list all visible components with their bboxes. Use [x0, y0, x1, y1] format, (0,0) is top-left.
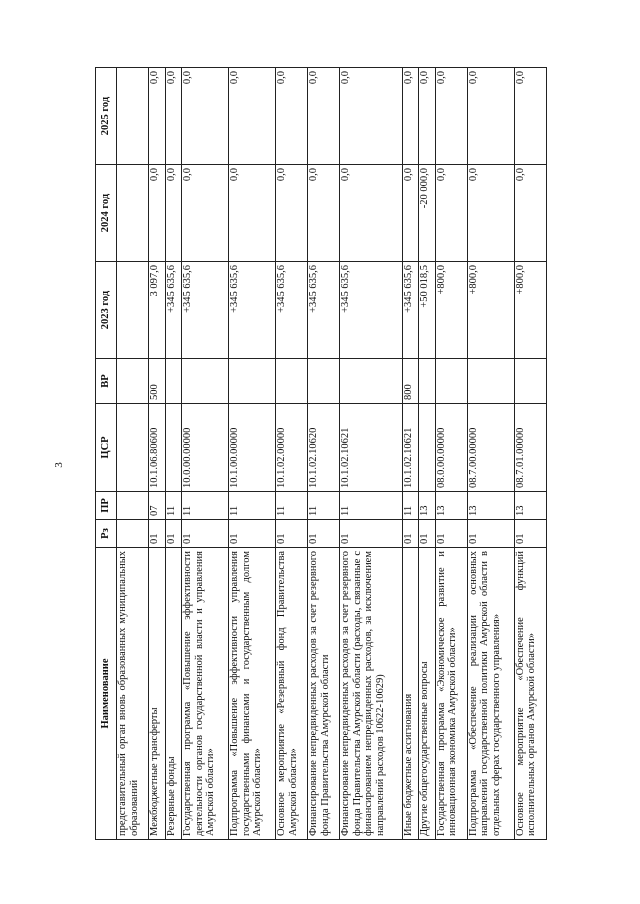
cell-2023: +345 635,6	[165, 262, 182, 359]
cell-rz: 01	[148, 520, 165, 548]
cell-vr	[229, 359, 276, 404]
cell-2024: 0,0	[148, 165, 165, 262]
cell-name: Иные бюджетные ассигнования	[402, 548, 419, 840]
cell-csr: 10.1.02.10620	[308, 404, 340, 492]
cell-name: Финансирование непредвиденных расходов за счет резервного фонда Правительства Амурской области	[308, 548, 340, 840]
cell-2023: +345 635,6	[308, 262, 340, 359]
cell-csr: 10.1.00.00000	[229, 404, 276, 492]
cell-2024	[117, 165, 149, 262]
header-2023: 2023 год	[96, 262, 117, 359]
cell-rz: 01	[435, 520, 467, 548]
cell-pr: 13	[467, 492, 514, 520]
cell-vr	[117, 359, 149, 404]
cell-csr: 08.7.00.00000	[467, 404, 514, 492]
cell-2023: +345 635,6	[276, 262, 308, 359]
cell-vr	[276, 359, 308, 404]
cell-2023: +800,0	[514, 262, 546, 359]
cell-rz: 01	[308, 520, 340, 548]
cell-2024: 0,0	[182, 165, 229, 262]
cell-csr: 08.7.01.00000	[514, 404, 546, 492]
cell-2024: 0,0	[340, 165, 402, 262]
cell-rz: 01	[402, 520, 419, 548]
cell-pr: 13	[514, 492, 546, 520]
cell-csr	[117, 404, 149, 492]
cell-2025: 0,0	[182, 68, 229, 165]
cell-name: представительный орган вновь образованных муниципальных образований	[117, 548, 149, 840]
cell-pr: 11	[182, 492, 229, 520]
cell-name: Другие общегосударственные вопросы	[419, 548, 436, 840]
cell-2024: 0,0	[514, 165, 546, 262]
cell-pr: 11	[276, 492, 308, 520]
cell-name: Резервные фонды	[165, 548, 182, 840]
cell-2023: +800,0	[435, 262, 467, 359]
cell-pr: 13	[435, 492, 467, 520]
cell-vr	[467, 359, 514, 404]
cell-2024: 0,0	[229, 165, 276, 262]
cell-rz: 01	[182, 520, 229, 548]
cell-2025: 0,0	[276, 68, 308, 165]
cell-rz: 01	[229, 520, 276, 548]
cell-2025: 0,0	[148, 68, 165, 165]
cell-2024: 0,0	[402, 165, 419, 262]
table-row	[165, 68, 182, 840]
cell-2025: 0,0	[419, 68, 436, 165]
cell-rz: 01	[514, 520, 546, 548]
cell-name: Государственная программа «Экономическое развитие и инновационная экономика Амурской области»	[435, 548, 467, 840]
page-number: 3	[52, 462, 65, 468]
table-row	[467, 68, 514, 840]
cell-pr: 11	[165, 492, 182, 520]
cell-2025: 0,0	[402, 68, 419, 165]
header-2024: 2024 год	[96, 165, 117, 262]
cell-csr: 10.1.02.10621	[340, 404, 402, 492]
header-rz: Рз	[96, 520, 117, 548]
cell-vr: 800	[402, 359, 419, 404]
cell-2023: +345 635,6	[182, 262, 229, 359]
header-vr: ВР	[96, 359, 117, 404]
cell-csr: 10.1.02.00000	[276, 404, 308, 492]
cell-vr	[340, 359, 402, 404]
cell-csr: 08.0.00.00000	[435, 404, 467, 492]
header-2025: 2025 год	[96, 68, 117, 165]
cell-name: Государственная программа «Повышение эффективности деятельности органов государственной власти и управления Амурской области»	[182, 548, 229, 840]
cell-2023: +800,0	[467, 262, 514, 359]
cell-vr	[419, 359, 436, 404]
cell-vr	[182, 359, 229, 404]
cell-name: Основное мероприятие «Резервный фонд Правительства Амурской области»	[276, 548, 308, 840]
cell-name: Межбюджетные трансферты	[148, 548, 165, 840]
cell-2025: 0,0	[308, 68, 340, 165]
cell-2024: 0,0	[435, 165, 467, 262]
cell-2025: 0,0	[229, 68, 276, 165]
table-body	[117, 68, 547, 840]
cell-vr: 500	[148, 359, 165, 404]
cell-2025: 0,0	[165, 68, 182, 165]
cell-2024: 0,0	[165, 165, 182, 262]
table-row	[182, 68, 229, 840]
cell-rz: 01	[419, 520, 436, 548]
cell-2023	[117, 262, 149, 359]
table-row	[514, 68, 546, 840]
cell-vr	[514, 359, 546, 404]
cell-2024: 0,0	[308, 165, 340, 262]
table-row	[340, 68, 402, 840]
cell-pr: 11	[229, 492, 276, 520]
cell-2024: -20 000,0	[419, 165, 436, 262]
cell-pr: 11	[308, 492, 340, 520]
budget-table	[95, 67, 547, 840]
cell-2025: 0,0	[467, 68, 514, 165]
cell-vr	[435, 359, 467, 404]
cell-name: Финансирование непредвиденных расходов за счет резервного фонда Правительства Амурской области (расходы, связанные с финансированием непредвиденных расходов, за исключением направлений расходов 10622-10629)	[340, 548, 402, 840]
cell-2025: 0,0	[340, 68, 402, 165]
table-row	[308, 68, 340, 840]
cell-vr	[165, 359, 182, 404]
table-row	[435, 68, 467, 840]
cell-name: Подпрограмма «Повышение эффективности управления государственными финансами и государственным долгом Амурской области»	[229, 548, 276, 840]
table-row	[276, 68, 308, 840]
cell-pr: 11	[402, 492, 419, 520]
cell-csr: 10.1.06.80600	[148, 404, 165, 492]
header-pr: ПР	[96, 492, 117, 520]
cell-2024: 0,0	[276, 165, 308, 262]
table-row	[419, 68, 436, 840]
cell-vr	[308, 359, 340, 404]
cell-2025: 0,0	[514, 68, 546, 165]
cell-pr: 13	[419, 492, 436, 520]
cell-name: Подпрограмма «Обеспечение реализации основных направлений государственной политики Амурской области в отдельных сферах государственного управления»	[467, 548, 514, 840]
table-row	[402, 68, 419, 840]
cell-csr	[419, 404, 436, 492]
cell-csr	[165, 404, 182, 492]
cell-2023: +345 635,6	[402, 262, 419, 359]
cell-rz: 01	[467, 520, 514, 548]
header-csr: ЦСР	[96, 404, 117, 492]
cell-2023: 3 097,0	[148, 262, 165, 359]
cell-pr: 07	[148, 492, 165, 520]
cell-csr: 10.0.00.00000	[182, 404, 229, 492]
cell-2025	[117, 68, 149, 165]
cell-pr: 11	[340, 492, 402, 520]
cell-csr: 10.1.02.10621	[402, 404, 419, 492]
cell-2023: +345 635,6	[229, 262, 276, 359]
cell-name: Основное мероприятие «Обеспечение функций исполнительных органов Амурской области»	[514, 548, 546, 840]
rotated-table-wrapper	[95, 68, 547, 840]
cell-2024: 0,0	[467, 165, 514, 262]
cell-rz: 01	[276, 520, 308, 548]
table-header-row	[96, 68, 117, 840]
table-row	[117, 68, 149, 840]
cell-rz	[117, 520, 149, 548]
cell-2025: 0,0	[435, 68, 467, 165]
cell-2023: +345 635,6	[340, 262, 402, 359]
cell-2023: +50 018,5	[419, 262, 436, 359]
cell-pr	[117, 492, 149, 520]
table-row	[148, 68, 165, 840]
header-name: Наименование	[96, 548, 117, 840]
cell-rz: 01	[340, 520, 402, 548]
table-row	[229, 68, 276, 840]
cell-rz: 01	[165, 520, 182, 548]
